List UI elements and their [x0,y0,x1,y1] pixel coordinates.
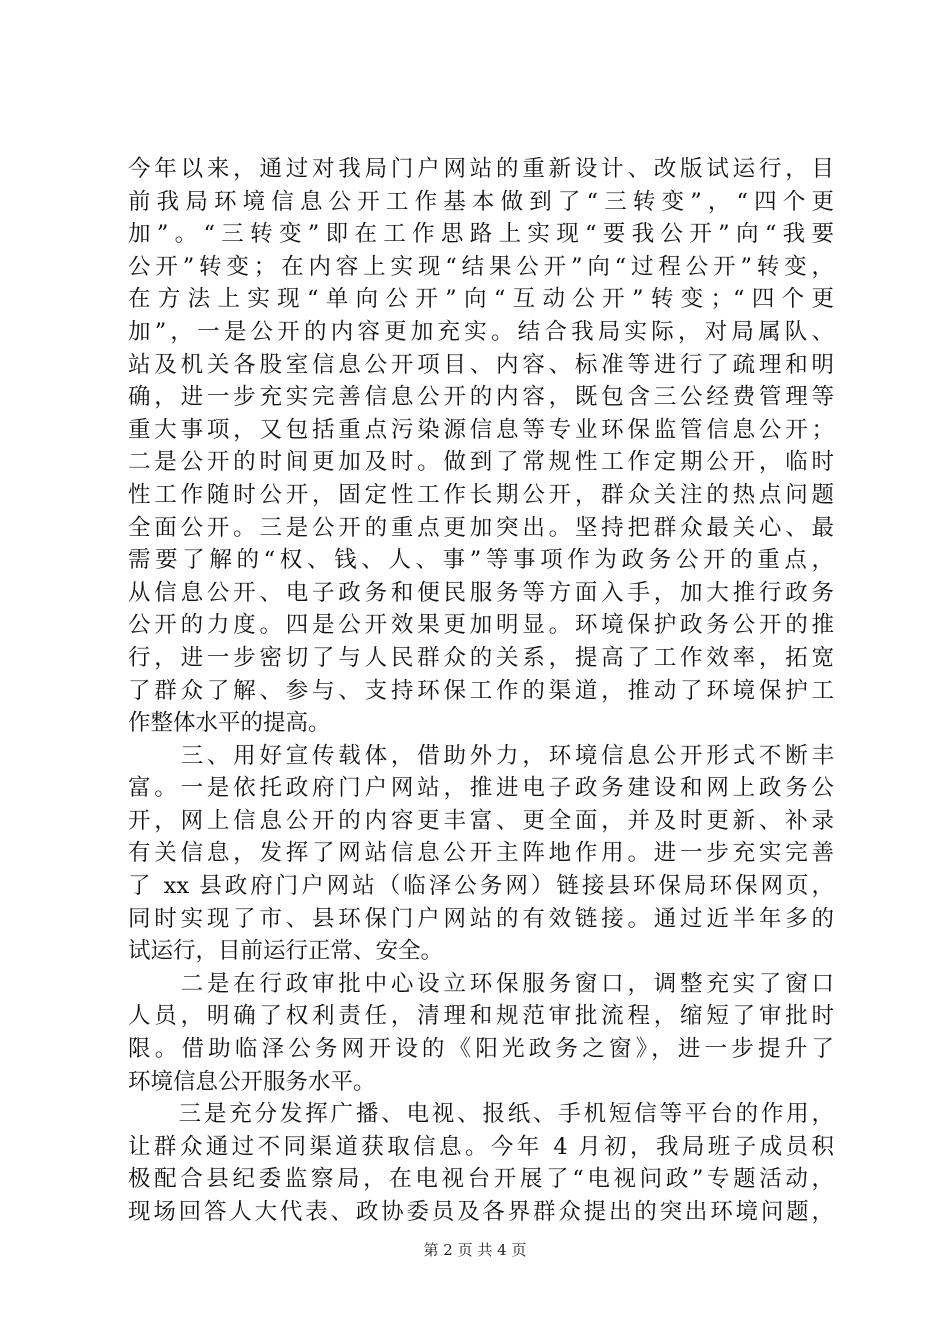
text-line: 今年以来，通过对我局门户网站的重新设计、改版试运行，目 [128,156,834,182]
text-line: 性工作随时公开，固定性工作长期公开，群众关注的热点问题 [128,481,834,508]
text-line: 三是充分发挥广播、电视、报纸、手机短信等平台的作用， [128,1101,834,1128]
text-line: 富。一是依托政府门户网站，推进电子政务建设和网上政务公 [128,775,834,802]
text-line: 同时实现了市、县环保门户网站的有效链接。通过近半年多的 [128,905,834,932]
text-line: 让群众通过不同渠道获取信息。今年 4 月初，我局班子成员积 [128,1133,834,1160]
text-line: 现场回答人大代表、政协委员及各界群众提出的突出环境问题， [128,1199,834,1225]
text-line: 有关信息，发挥了网站信息公开主阵地作用。进一步充实完善 [128,840,834,867]
text-line: 开，网上信息公开的内容更丰富、更全面，并及时更新、补录 [128,807,834,834]
text-line: 试运行，目前运行正常、安全。 [128,938,444,965]
text-line: 极配合县纪委监察局，在电视台开展了“电视问政”专题活动， [128,1166,834,1193]
text-line: 在方法上实现“单向公开”向“互动公开”转变；“四个更 [128,286,834,313]
text-line: 了 xx 县政府门户网站（临泽公务网）链接县环保局环保网页， [128,873,834,900]
page-footer: 第 2 页 共 4 页 [423,1241,527,1259]
text-line: 三、用好宣传载体，借助外力，环境信息公开形式不断丰 [128,742,834,769]
text-line: 重大事项，又包括重点污染源信息等专业环保监管信息公开； [128,416,834,443]
text-line: 作整体水平的提高。 [128,710,331,737]
text-line: 行，进一步密切了与人民群众的关系，提高了工作效率，拓宽 [128,644,834,671]
text-line: 加”。“三转变”即在工作思路上实现“要我公开”向“我要 [128,221,834,248]
text-line: 限。借助临泽公务网开设的《阳光政务之窗》，进一步提升了 [128,1036,834,1063]
text-line: 二是公开的时间更加及时。做到了常规性工作定期公开，临时 [128,449,834,476]
text-line: 环境信息公开服务水平。 [128,1068,376,1095]
text-line: 确，进一步充实完善信息公开的内容，既包含三公经费管理等 [128,384,834,411]
text-line: 二是在行政审批中心设立环保服务窗口，调整充实了窗口 [128,970,834,997]
text-line: 全面公开。三是公开的重点更加突出。坚持把群众最关心、最 [128,514,834,541]
body-text [128,153,834,1229]
text-line: 加”，一是公开的内容更加充实。结合我局实际，对局属队、 [128,318,834,345]
text-line: 前我局环境信息公开工作基本做到了“三转变”，“四个更 [128,188,834,215]
text-line: 从信息公开、电子政务和便民服务等方面入手，加大推行政务 [128,579,834,606]
text-line: 需要了解的“权、钱、人、事”等事项作为政务公开的重点， [128,547,834,574]
text-line: 公开的力度。四是公开效果更加明显。环境保护政务公开的推 [128,612,834,639]
text-line: 公开”转变；在内容上实现“结果公开”向“过程公开”转变， [128,253,834,280]
text-line: 人员，明确了权利责任，清理和规范审批流程，缩短了审批时 [128,1003,834,1030]
text-line: 了群众了解、参与、支持环保工作的渠道，推动了环境保护工 [128,677,834,704]
text-line: 站及机关各股室信息公开项目、内容、标准等进行了疏理和明 [128,351,834,378]
